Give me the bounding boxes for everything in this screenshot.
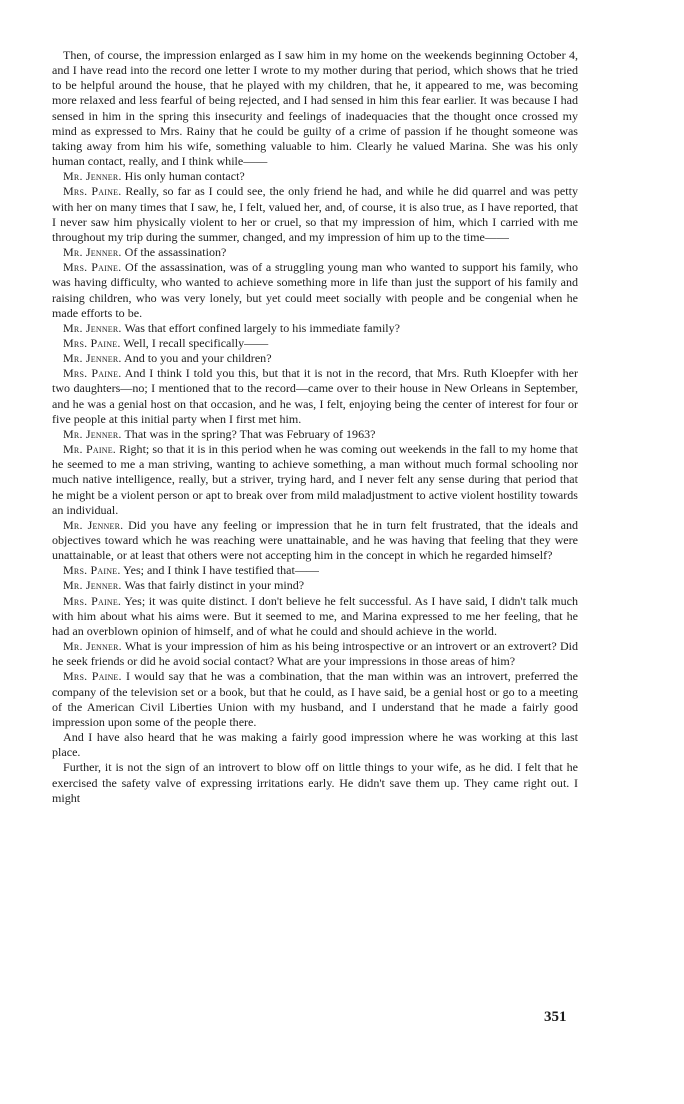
paragraph-text: Then, of course, the impression enlarged as I saw him in my home on the weekends beginning October 4, and I have read into the record one letter I wrote to my mother during that period, which shows that he tried to be helpful around the house, that he played with my children, that he, it appeared to me, was becoming more relaxed and less fearful of being rejected, and I had sensed in him this fear earlier. It was because I had sensed in him in the spring this insecurity and feelings of inadequacies that the thought once crossed my mind as expressed to Mrs. Rainy that he could be guilty of a crime of passion if he thought someone was taking away from him his wife, something valuable to him. Clearly he valued Marina. She was his only human contact, really, and I think while—— — [52, 48, 578, 169]
speaker-name: Mrs. Paine. — [63, 563, 121, 578]
speaker-name: Mr. Jenner. — [63, 517, 124, 532]
testimony-paragraph — [52, 427, 578, 442]
speaker-name: Mr. Jenner. — [63, 578, 122, 593]
paragraph-text: Further, it is not the sign of an introvert to blow off on little things to your wife, as he did. I felt that he exercised the safety valve of expressing irritations early. He didn't save them up. They came right out. I might — [52, 760, 578, 805]
speaker-name: Mrs. Paine. — [63, 593, 122, 608]
speaker-name: Mrs. Paine. — [63, 335, 121, 350]
speaker-name: Mrs. Paine. — [63, 366, 122, 381]
speaker-name: Mr. Jenner. — [63, 320, 122, 335]
testimony-paragraph — [52, 48, 578, 169]
speaker-name: Mrs. Paine. — [63, 184, 122, 199]
testimony-paragraph — [52, 336, 578, 351]
paragraph-text: And I think I told you this, but that it is not in the record, that Mrs. Ruth Kloepfer with her two daughters—no; I mentioned that to the record—came over to their house in New Orleans in September, and he was a genial host on that occasion, and he was, I felt, enjoying being the center of interest for four or five people at this initial party when I first met him. — [52, 366, 578, 426]
speaker-name: Mr. Jenner. — [63, 169, 122, 184]
paragraph-text: Yes; it was quite distinct. I don't believe he felt successful. As I have said, I didn't talk much with him about what his aims were. But it seemed to me, and Marina expressed to me her feeling, that he had an overblown opinion of himself, and of what he could and should achieve in the world. — [52, 593, 578, 638]
paragraph-text: Really, so far as I could see, the only friend he had, and while he did quarrel and was petty with her on many times that I saw, he, I felt, valued her, and, of course, it is also true, as I have reported, that I never saw him physically violent to her or cruel, so that my impression of him, which I carried with me throughout my trip during the summer, changed, and my impression of him up to the time—— — [52, 184, 578, 244]
testimony-paragraph — [52, 169, 578, 184]
paragraph-text: His only human contact? — [124, 169, 245, 184]
testimony-paragraph — [52, 184, 578, 245]
page-number: 351 — [544, 1009, 567, 1025]
testimony-paragraph — [52, 442, 578, 518]
speaker-name: Mrs. Paine. — [63, 669, 122, 684]
testimony-paragraph — [52, 366, 578, 427]
paragraph-text: And I have also heard that he was making a fairly good impression where he was working at this last place. — [52, 730, 578, 760]
testimony-paragraph — [52, 578, 578, 593]
testimony-text — [52, 48, 578, 806]
speaker-name: Mr. Jenner. — [63, 351, 122, 366]
paragraph-text: And to you and your children? — [124, 351, 272, 366]
paragraph-text: Yes; and I think I have testified that—— — [123, 563, 319, 578]
speaker-name: Mr. Jenner. — [63, 245, 122, 260]
paragraph-text: What is your impression of him as his being introspective or an introvert or an extrovert? Did he seek friends or did he avoid social contact? What are your impressions in those areas of him? — [52, 639, 579, 669]
paragraph-text: Of the assassination? — [124, 245, 227, 260]
testimony-paragraph — [52, 669, 578, 730]
testimony-paragraph — [52, 245, 578, 260]
testimony-paragraph — [52, 760, 578, 805]
testimony-paragraph — [52, 321, 578, 336]
paragraph-text: I would say that he was a combination, that the man within was an introvert, preferred the company of the television set or a book, but that he could, as I have said, be a genial host or go to a meeting of the American Civil Liberties Union with my husband, and I understand that he made a fairly good impression upon some of the people there. — [52, 669, 578, 729]
testimony-paragraph — [52, 730, 578, 760]
testimony-paragraph — [52, 563, 578, 578]
paragraph-text: Did you have any feeling or impression that he in turn felt frustrated, that the ideals and objectives toward which he was reaching were unattainable, and he was having that feeling that they were unattainable, or at least that others were not accepting him in the concept in which he regarded himself? — [52, 517, 579, 563]
paragraph-text: Was that fairly distinct in your mind? — [124, 578, 305, 593]
paragraph-text: Right; so that it is in this period when he was coming out weekends in the fall to my home that he seemed to me a man striving, wanting to achieve something, a man without much formal schooling nor much native intelligence, really, but a striver, trying hard, and I never felt any sense during that period that he might be a violent person or apt to break over from mild maladjustment to active violent hostility towards an individual. — [52, 442, 578, 517]
testimony-paragraph — [52, 518, 578, 563]
speaker-name: Mr. Paine. — [63, 442, 117, 457]
testimony-paragraph — [52, 639, 578, 669]
paragraph-text: That was in the spring? That was February of 1963? — [124, 426, 376, 441]
paragraph-text: Of the assassination, was of a struggling young man who wanted to support his family, who was having difficulty, who wanted to achieve something more in life than just the support of his family and raising children, who was very lonely, but yet could meet socially with people and be congenial when he made efforts to be. — [52, 260, 578, 320]
testimony-paragraph — [52, 594, 578, 639]
paragraph-text: Was that effort confined largely to his immediate family? — [124, 320, 401, 335]
speaker-name: Mrs. Paine. — [63, 260, 122, 275]
testimony-paragraph — [52, 260, 578, 321]
speaker-name: Mr. Jenner. — [63, 639, 122, 654]
testimony-paragraph — [52, 351, 578, 366]
speaker-name: Mr. Jenner. — [63, 426, 122, 441]
paragraph-text: Well, I recall specifically—— — [123, 335, 269, 350]
